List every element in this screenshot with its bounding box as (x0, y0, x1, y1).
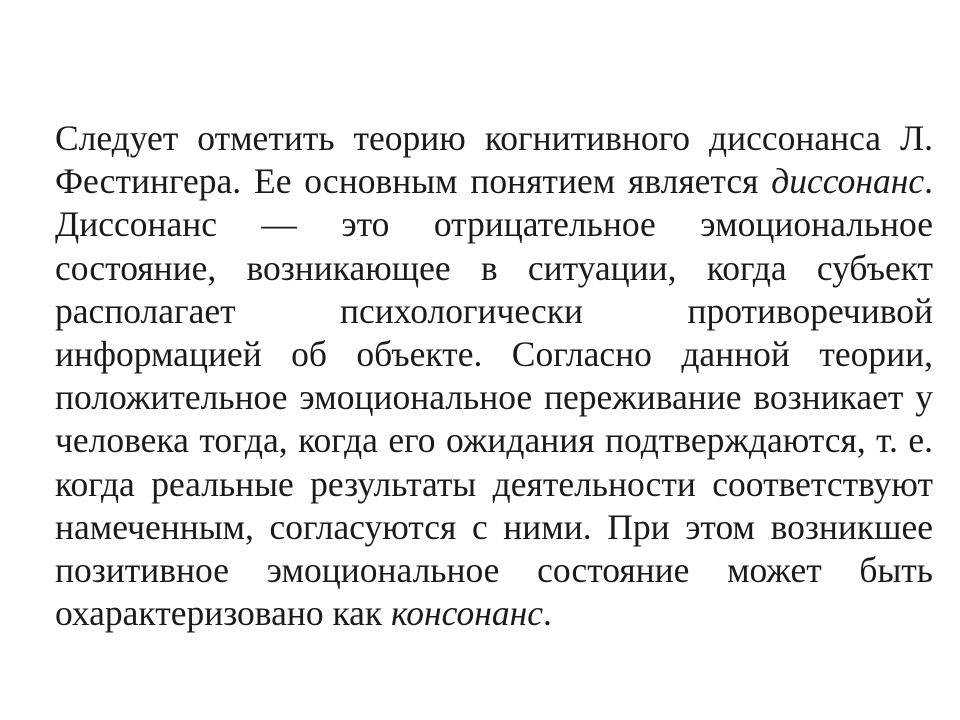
term-consonance: консонанс (391, 593, 544, 634)
term-dissonance: диссонанс (771, 161, 925, 202)
paragraph-text-part-1: Следует отметить теорию когнитивного диссонанса Л. Фестингера. Ее основным понятием является (55, 118, 933, 202)
body-paragraph (55, 117, 933, 635)
paragraph-text-part-3: . (543, 593, 552, 634)
paragraph-text-part-2: . Диссонанс — это отрицательное эмоциональное состояние, возникающее в ситуации, когда субъект располагает психологически противоречивой информацией об объекте. Согласно данной теории, положительное эмоциональное переживание возникает у человека тогда, когда его ожидания подтверждаются, т. е. когда реальные результаты деятельности соответствуют намеченным, согласуются с ними. При этом возникшее позитивное эмоциональное состояние может быть охарактеризовано как (55, 161, 933, 634)
